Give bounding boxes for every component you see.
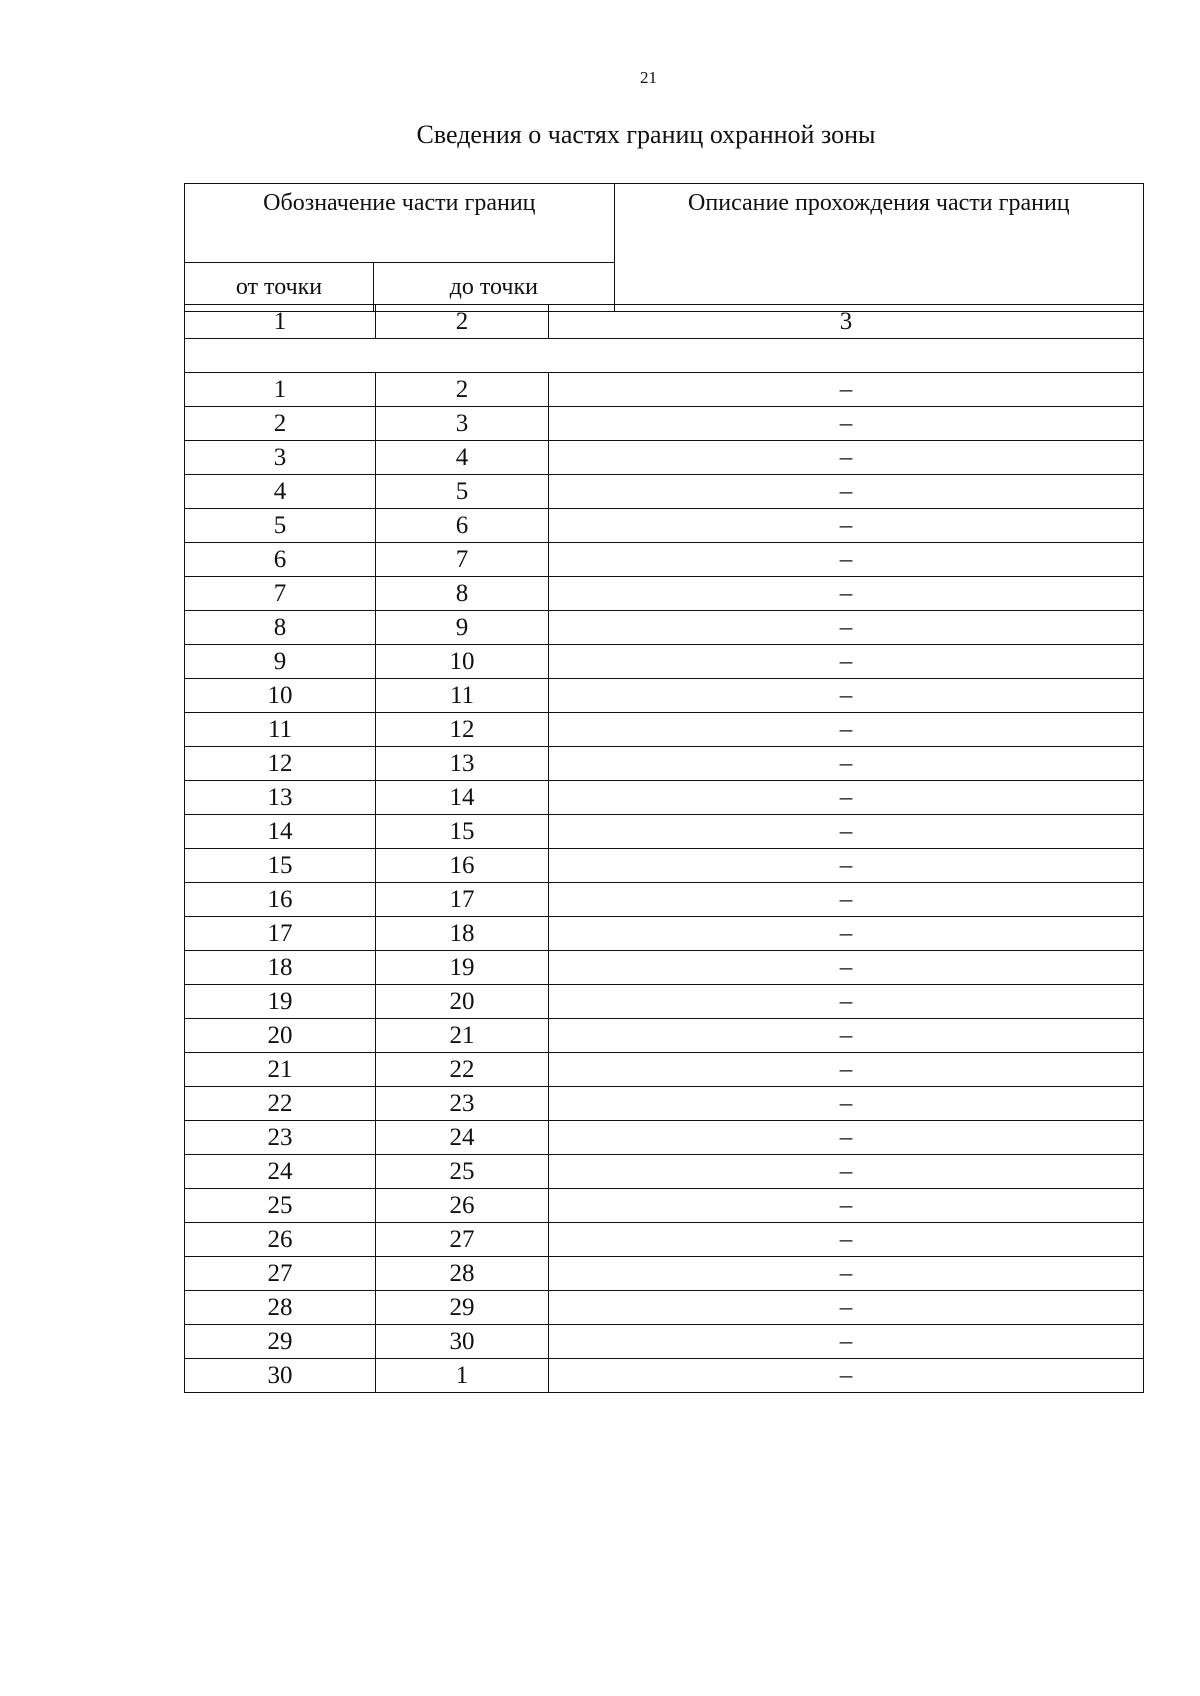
table-row [185,1325,1144,1359]
table-row [185,951,1144,985]
row-cell-desc: – [549,1223,1144,1257]
row-cell-from: 13 [185,781,376,815]
row-cell-to: 26 [376,1189,549,1223]
row-cell-to: 2 [376,373,549,407]
row-cell-from: 2 [185,407,376,441]
table-row [185,1359,1144,1393]
table-row [185,985,1144,1019]
row-cell-to: 9 [376,611,549,645]
row-cell-desc: – [549,815,1144,849]
row-cell-to: 20 [376,985,549,1019]
table-row [185,849,1144,883]
row-cell-desc: – [549,883,1144,917]
row-cell-to: 12 [376,713,549,747]
row-cell-from: 27 [185,1257,376,1291]
row-cell-desc: – [549,577,1144,611]
row-cell-desc: – [549,407,1144,441]
row-cell-to: 16 [376,849,549,883]
row-cell-to: 28 [376,1257,549,1291]
row-cell-from: 14 [185,815,376,849]
row-cell-from: 1 [185,373,376,407]
table-row [185,1257,1144,1291]
row-cell-to: 17 [376,883,549,917]
header-description-cell [614,184,1143,312]
row-cell-from: 4 [185,475,376,509]
row-cell-desc: – [549,543,1144,577]
column-number-3: 3 [549,305,1144,339]
row-cell-to: 10 [376,645,549,679]
table-row [185,1053,1144,1087]
subheader-from-label: от точки [235,273,323,300]
row-cell-from: 29 [185,1325,376,1359]
table-row [185,645,1144,679]
row-cell-from: 12 [185,747,376,781]
row-cell-desc: – [549,1291,1144,1325]
row-cell-to: 4 [376,441,549,475]
row-cell-to: 3 [376,407,549,441]
table-row [185,1087,1144,1121]
row-cell-desc: – [549,1325,1144,1359]
table-row [185,1291,1144,1325]
table-row [185,1155,1144,1189]
row-cell-to: 14 [376,781,549,815]
row-cell-desc: – [549,1053,1144,1087]
header-group-cell [185,184,615,263]
row-cell-desc: – [549,1155,1144,1189]
row-cell-from: 17 [185,917,376,951]
row-cell-to: 8 [376,577,549,611]
table-row [185,441,1144,475]
header-description-label: Описание прохождения части границ [688,190,1070,216]
row-cell-from: 5 [185,509,376,543]
row-cell-to: 15 [376,815,549,849]
table-row [185,407,1144,441]
table-row [185,917,1144,951]
row-cell-from: 10 [185,679,376,713]
row-cell-from: 21 [185,1053,376,1087]
row-cell-desc: – [549,509,1144,543]
row-cell-desc: – [549,1019,1144,1053]
table-row [185,815,1144,849]
row-cell-desc: – [549,747,1144,781]
row-cell-from: 9 [185,645,376,679]
row-cell-desc: – [549,611,1144,645]
header-group-label: Обозначение части границ [263,190,536,216]
row-cell-to: 5 [376,475,549,509]
row-cell-desc: – [549,849,1144,883]
row-cell-from: 22 [185,1087,376,1121]
table-row [185,679,1144,713]
row-cell-desc: – [549,951,1144,985]
data-table [184,304,1144,1393]
row-cell-desc: – [549,1189,1144,1223]
row-cell-from: 3 [185,441,376,475]
table-row [185,475,1144,509]
table-row [185,713,1144,747]
row-cell-from: 24 [185,1155,376,1189]
row-cell-from: 23 [185,1121,376,1155]
row-cell-to: 22 [376,1053,549,1087]
row-cell-to: 24 [376,1121,549,1155]
table-row [185,373,1144,407]
row-cell-from: 7 [185,577,376,611]
row-cell-desc: – [549,713,1144,747]
row-cell-from: 8 [185,611,376,645]
column-number-2: 2 [376,305,549,339]
row-cell-from: 28 [185,1291,376,1325]
row-cell-from: 30 [185,1359,376,1393]
row-cell-desc: – [549,1257,1144,1291]
table-header [184,183,1144,312]
row-cell-to: 11 [376,679,549,713]
row-cell-desc: – [549,985,1144,1019]
row-cell-from: 18 [185,951,376,985]
row-cell-from: 6 [185,543,376,577]
page-title-wrap [0,120,1200,150]
row-cell-desc: – [549,1121,1144,1155]
table-row [185,509,1144,543]
row-cell-desc: – [549,373,1144,407]
row-cell-from: 16 [185,883,376,917]
blank-row [185,339,1144,373]
row-cell-from: 26 [185,1223,376,1257]
row-cell-to: 6 [376,509,549,543]
table-row [185,1223,1144,1257]
column-number-1: 1 [185,305,376,339]
row-cell-to: 29 [376,1291,549,1325]
row-cell-desc: – [549,781,1144,815]
table-row [185,883,1144,917]
row-cell-from: 15 [185,849,376,883]
row-cell-to: 7 [376,543,549,577]
page-title: Сведения о частях границ охранной зоны [416,120,876,149]
row-cell-from: 20 [185,1019,376,1053]
page-number: 21 [640,68,657,87]
row-cell-from: 11 [185,713,376,747]
table-row [185,747,1144,781]
subheader-to-label: до точки [449,273,539,300]
table-row [185,543,1144,577]
row-cell-from: 19 [185,985,376,1019]
table-row [185,1121,1144,1155]
table-row [185,781,1144,815]
table-row [185,1019,1144,1053]
row-cell-desc: – [549,1087,1144,1121]
row-cell-desc: – [549,645,1144,679]
row-cell-desc: – [549,1359,1144,1393]
row-cell-to: 21 [376,1019,549,1053]
row-cell-to: 19 [376,951,549,985]
row-cell-to: 23 [376,1087,549,1121]
row-cell-to: 27 [376,1223,549,1257]
row-cell-to: 18 [376,917,549,951]
table-row [185,1189,1144,1223]
row-cell-to: 25 [376,1155,549,1189]
table-row [185,611,1144,645]
row-cell-desc: – [549,917,1144,951]
row-cell-desc: – [549,475,1144,509]
row-cell-desc: – [549,679,1144,713]
blank-cell [185,339,1144,373]
row-cell-to: 13 [376,747,549,781]
row-cell-desc: – [549,441,1144,475]
row-cell-to: 1 [376,1359,549,1393]
row-cell-to: 30 [376,1325,549,1359]
row-cell-from: 25 [185,1189,376,1223]
column-number-row [185,305,1144,339]
table-row [185,577,1144,611]
